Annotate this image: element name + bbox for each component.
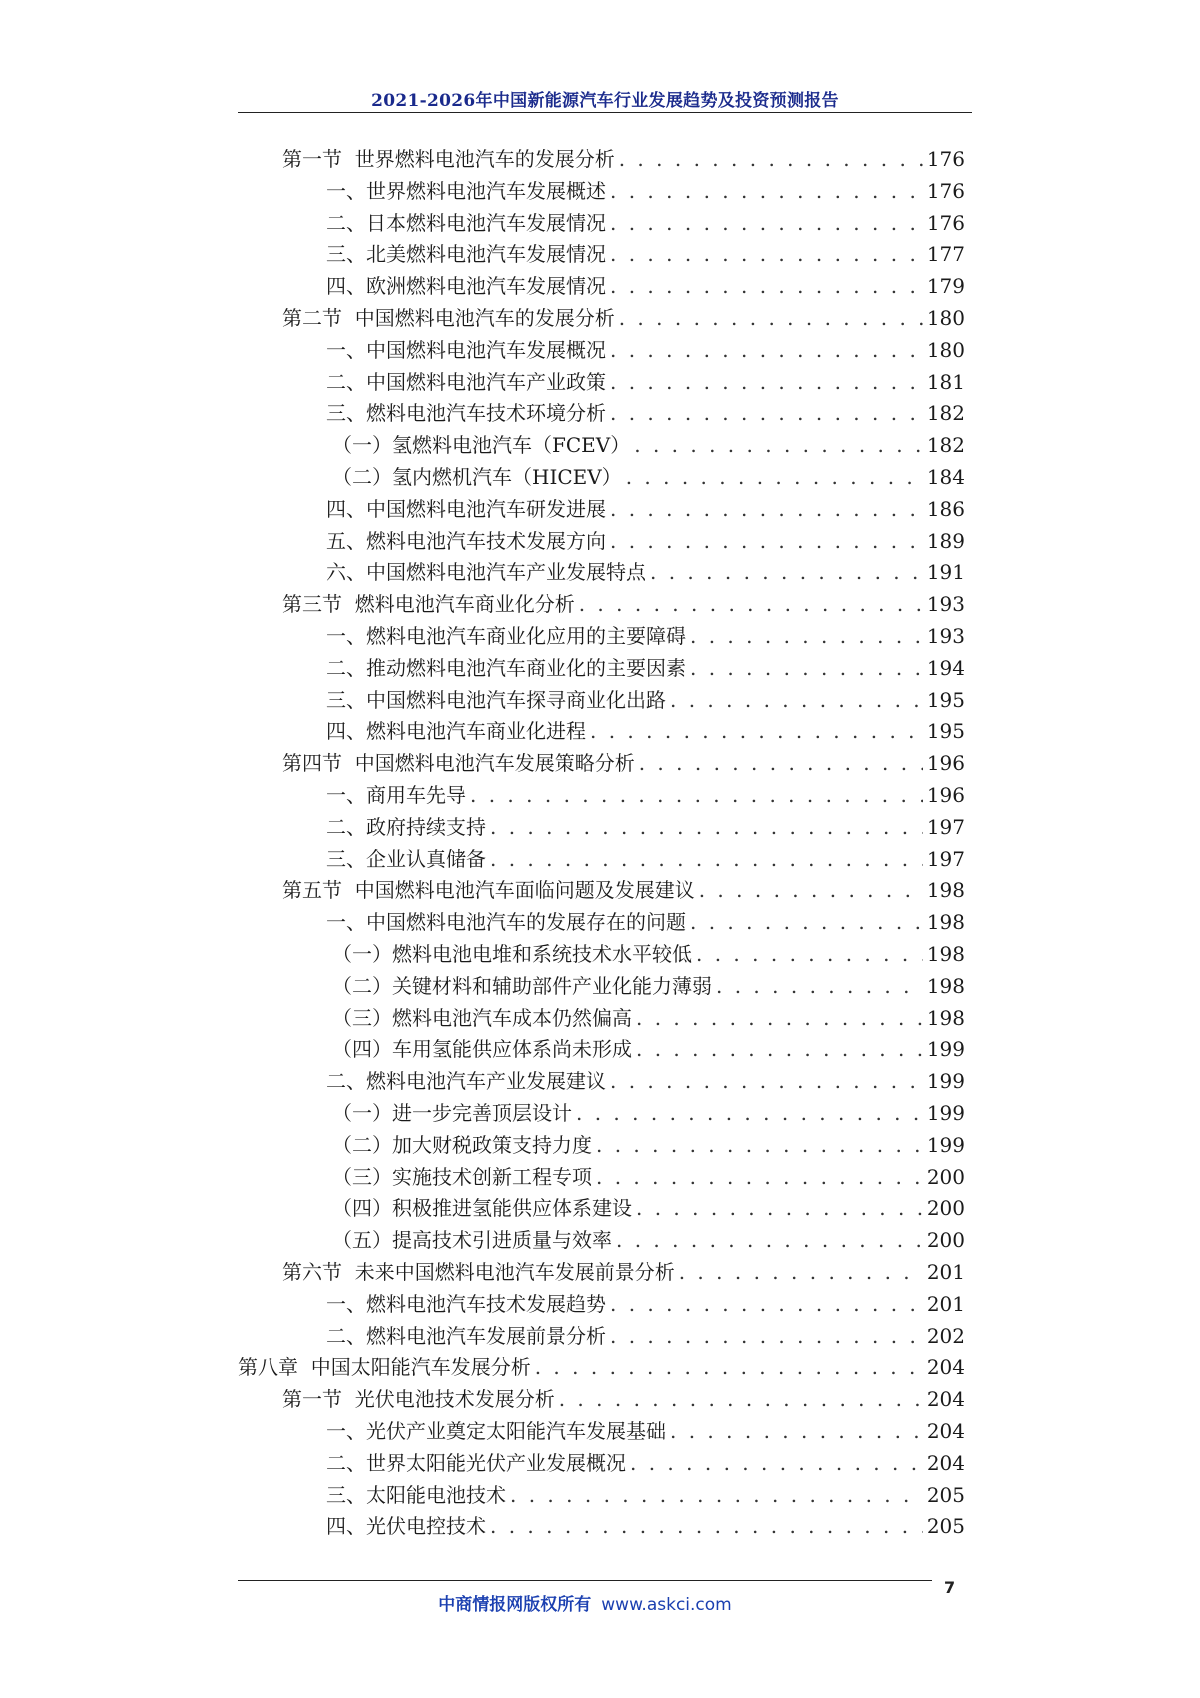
toc-entry-page: 182 [926,401,965,426]
toc-entry-label: 一、中国燃料电池汽车的发展存在的问题 [326,910,686,935]
toc-entry-page: 199 [926,1069,965,1094]
toc-entry-page: 197 [926,846,965,871]
toc-entry[interactable] [326,1066,965,1096]
toc-entry-page: 182 [926,433,965,458]
toc-entry-page: 191 [926,560,965,585]
toc-leader-dots [619,144,923,174]
toc-entry-page: 198 [926,942,965,966]
toc-entry-page: 196 [926,783,965,807]
toc-entry[interactable] [326,780,965,810]
toc-entry-label: （五）提高技术引进质量与效率 [332,1228,612,1253]
toc-entry[interactable] [332,939,965,969]
toc-leader-dots [590,716,923,746]
toc-entry-page: 184 [926,465,965,489]
toc-entry-page: 176 [926,178,965,203]
toc-leader-dots [610,398,923,428]
toc-entry-page: 195 [926,687,965,712]
toc-leader-dots [699,875,923,905]
toc-entry-label: 第八章 中国太阳能汽车发展分析 [238,1355,531,1380]
toc-entry-label: 四、燃料电池汽车商业化进程 [326,719,586,744]
toc-entry-label: 二、燃料电池汽车发展前景分析 [326,1323,606,1348]
toc-entry[interactable] [238,1352,965,1382]
toc-entry[interactable] [326,271,965,301]
toc-entry-page: 193 [926,624,965,648]
toc-entry-page: 204 [926,1387,965,1412]
toc-entry-label: 一、燃料电池汽车商业化应用的主要障碍 [326,624,686,648]
toc-entry-page: 181 [926,369,965,394]
toc-leader-dots [490,812,923,842]
toc-leader-dots [690,621,923,651]
toc-entry[interactable] [326,557,965,587]
toc-entry-label: （二）氢内燃机汽车（HICEV） [332,465,622,489]
toc-entry-label: （三）实施技术创新工程专项 [332,1164,592,1189]
toc-leader-dots [650,557,923,587]
toc-entry-page: 200 [926,1164,965,1189]
toc-leader-dots [610,271,923,301]
toc-entry-page: 201 [926,1291,965,1316]
toc-entry-page: 193 [926,592,965,617]
toc-entry-page: 195 [926,719,965,744]
toc-leader-dots [639,748,923,778]
toc-leader-dots [510,1480,923,1510]
toc-entry[interactable] [332,1003,965,1033]
toc-entry[interactable] [326,367,965,397]
toc-entry-page: 189 [926,528,965,553]
toc-entry-page: 198 [926,973,965,998]
report-header-title: 2021-2026年中国新能源汽车行业发展趋势及投资预测报告 [371,91,839,111]
toc-entry-page: 204 [926,1419,965,1443]
footer-divider [238,1580,932,1581]
toc-leader-dots [470,780,923,810]
toc-leader-dots [610,526,923,556]
toc-leader-dots [610,335,923,365]
toc-entry-label: 四、中国燃料电池汽车研发进展 [326,496,606,521]
toc-leader-dots [616,1225,923,1255]
toc-entry[interactable] [332,1162,965,1192]
toc-entry-label: 一、世界燃料电池汽车发展概述 [326,178,606,203]
toc-entry-label: 第四节 中国燃料电池汽车发展策略分析 [282,751,635,776]
toc-entry[interactable] [326,812,965,842]
toc-leader-dots [610,1321,923,1351]
toc-entry[interactable] [326,621,965,651]
toc-entry-page: 200 [926,1228,965,1253]
toc-leader-dots [610,208,923,238]
toc-leader-dots [610,367,923,397]
toc-entry-label: （二）关键材料和辅助部件产业化能力薄弱 [332,973,712,998]
toc-entry[interactable] [326,1448,965,1478]
toc-entry[interactable] [326,239,965,269]
toc-entry-label: 二、中国燃料电池汽车产业政策 [326,369,606,394]
toc-entry[interactable] [326,335,965,365]
toc-entry-page: 176 [926,210,965,235]
toc-leader-dots [579,589,923,619]
toc-leader-dots [610,1066,923,1096]
toc-entry[interactable] [282,1384,965,1414]
toc-entry-label: 三、太阳能电池技术 [326,1482,506,1507]
toc-entry-label: 第三节 燃料电池汽车商业化分析 [282,592,575,617]
toc-entry-page: 186 [926,496,965,521]
toc-leader-dots [596,1162,923,1192]
toc-entry-label: （一）燃料电池电堆和系统技术水平较低 [332,942,692,966]
toc-leader-dots [576,1098,923,1128]
toc-entry-page: 198 [926,878,965,903]
toc-entry-label: 三、企业认真储备 [326,846,486,871]
toc-leader-dots [535,1352,923,1382]
toc-entry-label: 三、燃料电池汽车技术环境分析 [326,401,606,426]
toc-entry[interactable] [332,1225,965,1255]
toc-entry-page: 198 [926,1005,965,1030]
toc-entry-page: 199 [926,1132,965,1157]
toc-entry-page: 199 [926,1037,965,1062]
toc-entry[interactable] [332,462,965,492]
toc-entry[interactable] [326,176,965,206]
toc-entry-label: 三、北美燃料电池汽车发展情况 [326,242,606,267]
toc-entry[interactable] [282,144,965,174]
toc-entry[interactable] [282,875,965,905]
toc-entry-label: 三、中国燃料电池汽车探寻商业化出路 [326,687,666,712]
toc-entry-page: 179 [926,274,965,299]
toc-leader-dots [490,1511,923,1541]
toc-leader-dots [630,1448,923,1478]
toc-entry-page: 199 [926,1101,965,1125]
toc-leader-dots [619,303,923,333]
toc-entry[interactable] [332,430,965,460]
toc-leader-dots [610,494,923,524]
toc-entry-page: 176 [926,147,965,171]
toc-entry[interactable] [282,1257,965,1287]
toc-entry-label: （一）进一步完善顶层设计 [332,1101,572,1125]
toc-entry-label: （一）氢燃料电池汽车（FCEV） [332,433,631,458]
toc-leader-dots [690,653,923,683]
toc-entry-label: 六、中国燃料电池汽车产业发展特点 [326,560,646,585]
toc-entry-label: 二、燃料电池汽车产业发展建议 [326,1069,606,1094]
toc-entry[interactable] [326,494,965,524]
toc-entry[interactable] [332,1193,965,1223]
toc-entry[interactable] [326,653,965,683]
toc-entry-label: 一、中国燃料电池汽车发展概况 [326,337,606,362]
toc-entry[interactable] [332,971,965,1001]
toc-leader-dots [610,176,923,206]
toc-entry-label: （四）车用氢能供应体系尚未形成 [332,1037,632,1062]
toc-entry-label: （三）燃料电池汽车成本仍然偏高 [332,1005,632,1030]
toc-entry-label: 一、燃料电池汽车技术发展趋势 [326,1291,606,1316]
page-number: 7 [944,1578,956,1597]
header-divider [238,112,972,113]
toc-entry[interactable] [326,526,965,556]
toc-entry-page: 200 [926,1196,965,1221]
toc-entry-label: 第五节 中国燃料电池汽车面临问题及发展建议 [282,878,695,903]
toc-leader-dots [716,971,923,1001]
toc-entry-page: 205 [926,1482,965,1507]
toc-entry[interactable] [282,589,965,619]
toc-entry-page: 202 [926,1323,965,1348]
toc-entry-page: 204 [926,1355,965,1380]
toc-entry-label: 二、世界太阳能光伏产业发展概况 [326,1450,626,1475]
toc-leader-dots [670,685,923,715]
toc-entry-page: 177 [926,242,965,267]
toc-entry[interactable] [326,1511,965,1541]
toc-leader-dots [679,1257,923,1287]
toc-entry-label: 第一节 世界燃料电池汽车的发展分析 [282,147,615,171]
toc-entry-label: 四、欧洲燃料电池汽车发展情况 [326,274,606,299]
toc-entry-label: 二、推动燃料电池汽车商业化的主要因素 [326,655,686,680]
footer [238,1590,932,1615]
toc-entry-label: 一、光伏产业奠定太阳能汽车发展基础 [326,1419,666,1443]
toc-entry-label: 二、政府持续支持 [326,814,486,839]
footer-url[interactable]: www.askci.com [601,1595,732,1615]
toc-entry-page: 180 [926,337,965,362]
toc-entry-page: 194 [926,655,965,680]
toc-entry-label: 五、燃料电池汽车技术发展方向 [326,528,606,553]
toc-entry-page: 204 [926,1450,965,1475]
toc-entry-page: 205 [926,1514,965,1539]
toc-leader-dots [626,462,923,492]
toc-entry-label: 第六节 未来中国燃料电池汽车发展前景分析 [282,1260,675,1284]
toc-entry[interactable] [326,1416,965,1446]
toc-entry[interactable] [326,685,965,715]
toc-entry-page: 198 [926,910,965,935]
toc-entry-label: 二、日本燃料电池汽车发展情况 [326,210,606,235]
toc-entry-page: 180 [926,306,965,330]
toc-entry[interactable] [282,748,965,778]
toc-leader-dots [696,939,923,969]
toc-entry[interactable] [326,1289,965,1319]
toc-entry-label: 四、光伏电控技术 [326,1514,486,1539]
toc-leader-dots [690,907,923,937]
toc-leader-dots [490,844,923,874]
toc-entry[interactable] [332,1098,965,1128]
toc-entry-page: 201 [926,1260,965,1284]
toc-leader-dots [636,1003,923,1033]
toc-entry-label: （四）积极推进氢能供应体系建设 [332,1196,632,1221]
toc-entry[interactable] [326,844,965,874]
toc-entry-label: 一、商用车先导 [326,783,466,807]
toc-entry-page: 196 [926,751,965,776]
toc-leader-dots [636,1193,923,1223]
toc-entry[interactable] [326,398,965,428]
footer-copyright: 中商情报网版权所有 [438,1595,592,1615]
toc-entry[interactable] [326,1480,965,1510]
toc-leader-dots [610,1289,923,1319]
toc-entry[interactable] [326,1321,965,1351]
toc-entry[interactable] [326,208,965,238]
toc-entry[interactable] [332,1130,965,1160]
toc-entry-label: 第二节 中国燃料电池汽车的发展分析 [282,306,615,330]
toc-leader-dots [559,1384,923,1414]
toc-leader-dots [636,1034,923,1064]
toc-leader-dots [610,239,923,269]
toc-entry[interactable] [326,716,965,746]
toc-entry[interactable] [282,303,965,333]
toc-entry[interactable] [332,1034,965,1064]
toc-entry-label: 第一节 光伏电池技术发展分析 [282,1387,555,1412]
toc-entry-label: （二）加大财税政策支持力度 [332,1132,592,1157]
toc-leader-dots [634,430,923,460]
toc-entry-page: 197 [926,814,965,839]
toc-leader-dots [596,1130,923,1160]
toc-leader-dots [670,1416,923,1446]
toc-entry[interactable] [326,907,965,937]
